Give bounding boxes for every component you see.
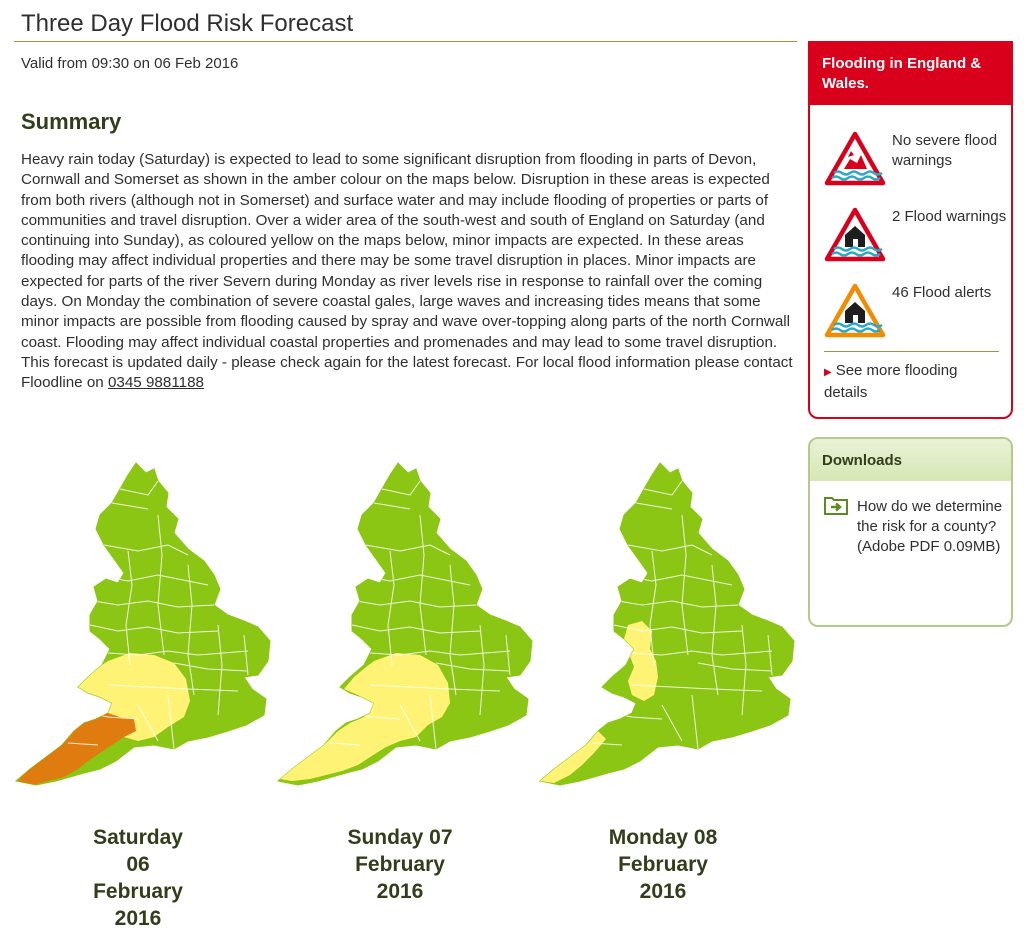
map-label-monday: [543, 824, 783, 905]
summary-text: [21, 150, 796, 394]
map-sunday: [270, 455, 550, 800]
map-label-line: Sunday 07: [347, 826, 453, 849]
map-label-line: February: [93, 880, 183, 903]
flood-warnings-row[interactable]: [824, 207, 1009, 267]
title-divider: [14, 41, 797, 42]
summary-body: Heavy rain today (Saturday) is expected to lead to some significant disruption from flooding in parts of Devon, Cornwall and Somerset as shown in the amber colour on the maps below. Disruption in these areas is expected from both rivers (although not in Somerset) and surface water and may include flooding of properties or parts of communities and travel disruption. Over a wider area of the south-west and south of England on Saturday (and continuing into Sunday), as coloured yellow on the maps below, minor impacts are expected. In these areas flooding may affect individual properties and there may be some travel disruption in places. Minor impacts are expected for parts of the river Severn during Monday as river levels rise in response to rainfall over the coming days. On Monday the combination of severe coastal gales, large waves and increasing tides means that some minor impacts are possible from flooding caused by spray and wave over-topping along parts of the north Cornwall coast. Flooding may affect individual coastal properties and promenades and may lead to some travel disruption. This forecast is updated daily - please check again for the latest forecast. For local flood information please contact Floodline on: [21, 151, 793, 392]
downloads-panel: [808, 437, 1013, 627]
summary-heading: Summary: [21, 109, 122, 134]
severe-flood-warning-icon: [824, 131, 886, 187]
flood-alerts-text: 46 Flood alerts: [892, 284, 992, 301]
map-label-line: 2016: [114, 907, 162, 930]
flood-alerts-row[interactable]: [824, 283, 1009, 343]
map-label-line: 06: [126, 853, 150, 876]
flooding-panel-divider: [824, 351, 999, 352]
flood-alert-icon: [824, 283, 886, 339]
downloads-title: Downloads: [810, 439, 1011, 481]
map-land-area: [540, 463, 794, 785]
severe-flood-warnings-row[interactable]: [824, 131, 1009, 191]
map-label-line: 2016: [376, 880, 424, 903]
folder-arrow-icon: [824, 495, 848, 515]
map-label-line: Monday 08: [608, 826, 718, 849]
severe-flood-warnings-text: No severe flood warnings: [892, 132, 998, 169]
map-label-line: 2016: [639, 880, 687, 903]
map-saturday-svg: [8, 455, 288, 800]
map-monday: [532, 455, 812, 800]
map-label-line: February: [618, 853, 708, 876]
see-more-flooding-link[interactable]: [824, 361, 1004, 403]
map-sunday-svg: [270, 455, 550, 800]
map-monday-svg: [532, 455, 812, 800]
map-label-line: February: [355, 853, 445, 876]
map-label-line: Saturday: [93, 826, 183, 849]
flooding-panel: [808, 41, 1013, 419]
map-label-sunday: [280, 824, 520, 905]
map-saturday: [8, 455, 288, 800]
play-arrow-icon: ▶: [824, 367, 832, 378]
download-risk-pdf-link[interactable]: How do we determine the risk for a county? (Adobe PDF 0.09MB): [857, 498, 1003, 555]
map-label-saturday: [18, 824, 258, 932]
floodline-phone-link[interactable]: 0345 9881188: [107, 374, 204, 392]
flood-warning-icon: [824, 207, 886, 263]
valid-from-text: Valid from 09:30 on 06 Feb 2016: [21, 55, 239, 72]
page-title: Three Day Flood Risk Forecast: [21, 10, 354, 37]
flooding-panel-title: Flooding in England & Wales.: [810, 43, 1011, 105]
flood-warnings-text: 2 Flood warnings: [892, 208, 1007, 225]
see-more-flooding-text: See more flooding details: [824, 362, 958, 401]
